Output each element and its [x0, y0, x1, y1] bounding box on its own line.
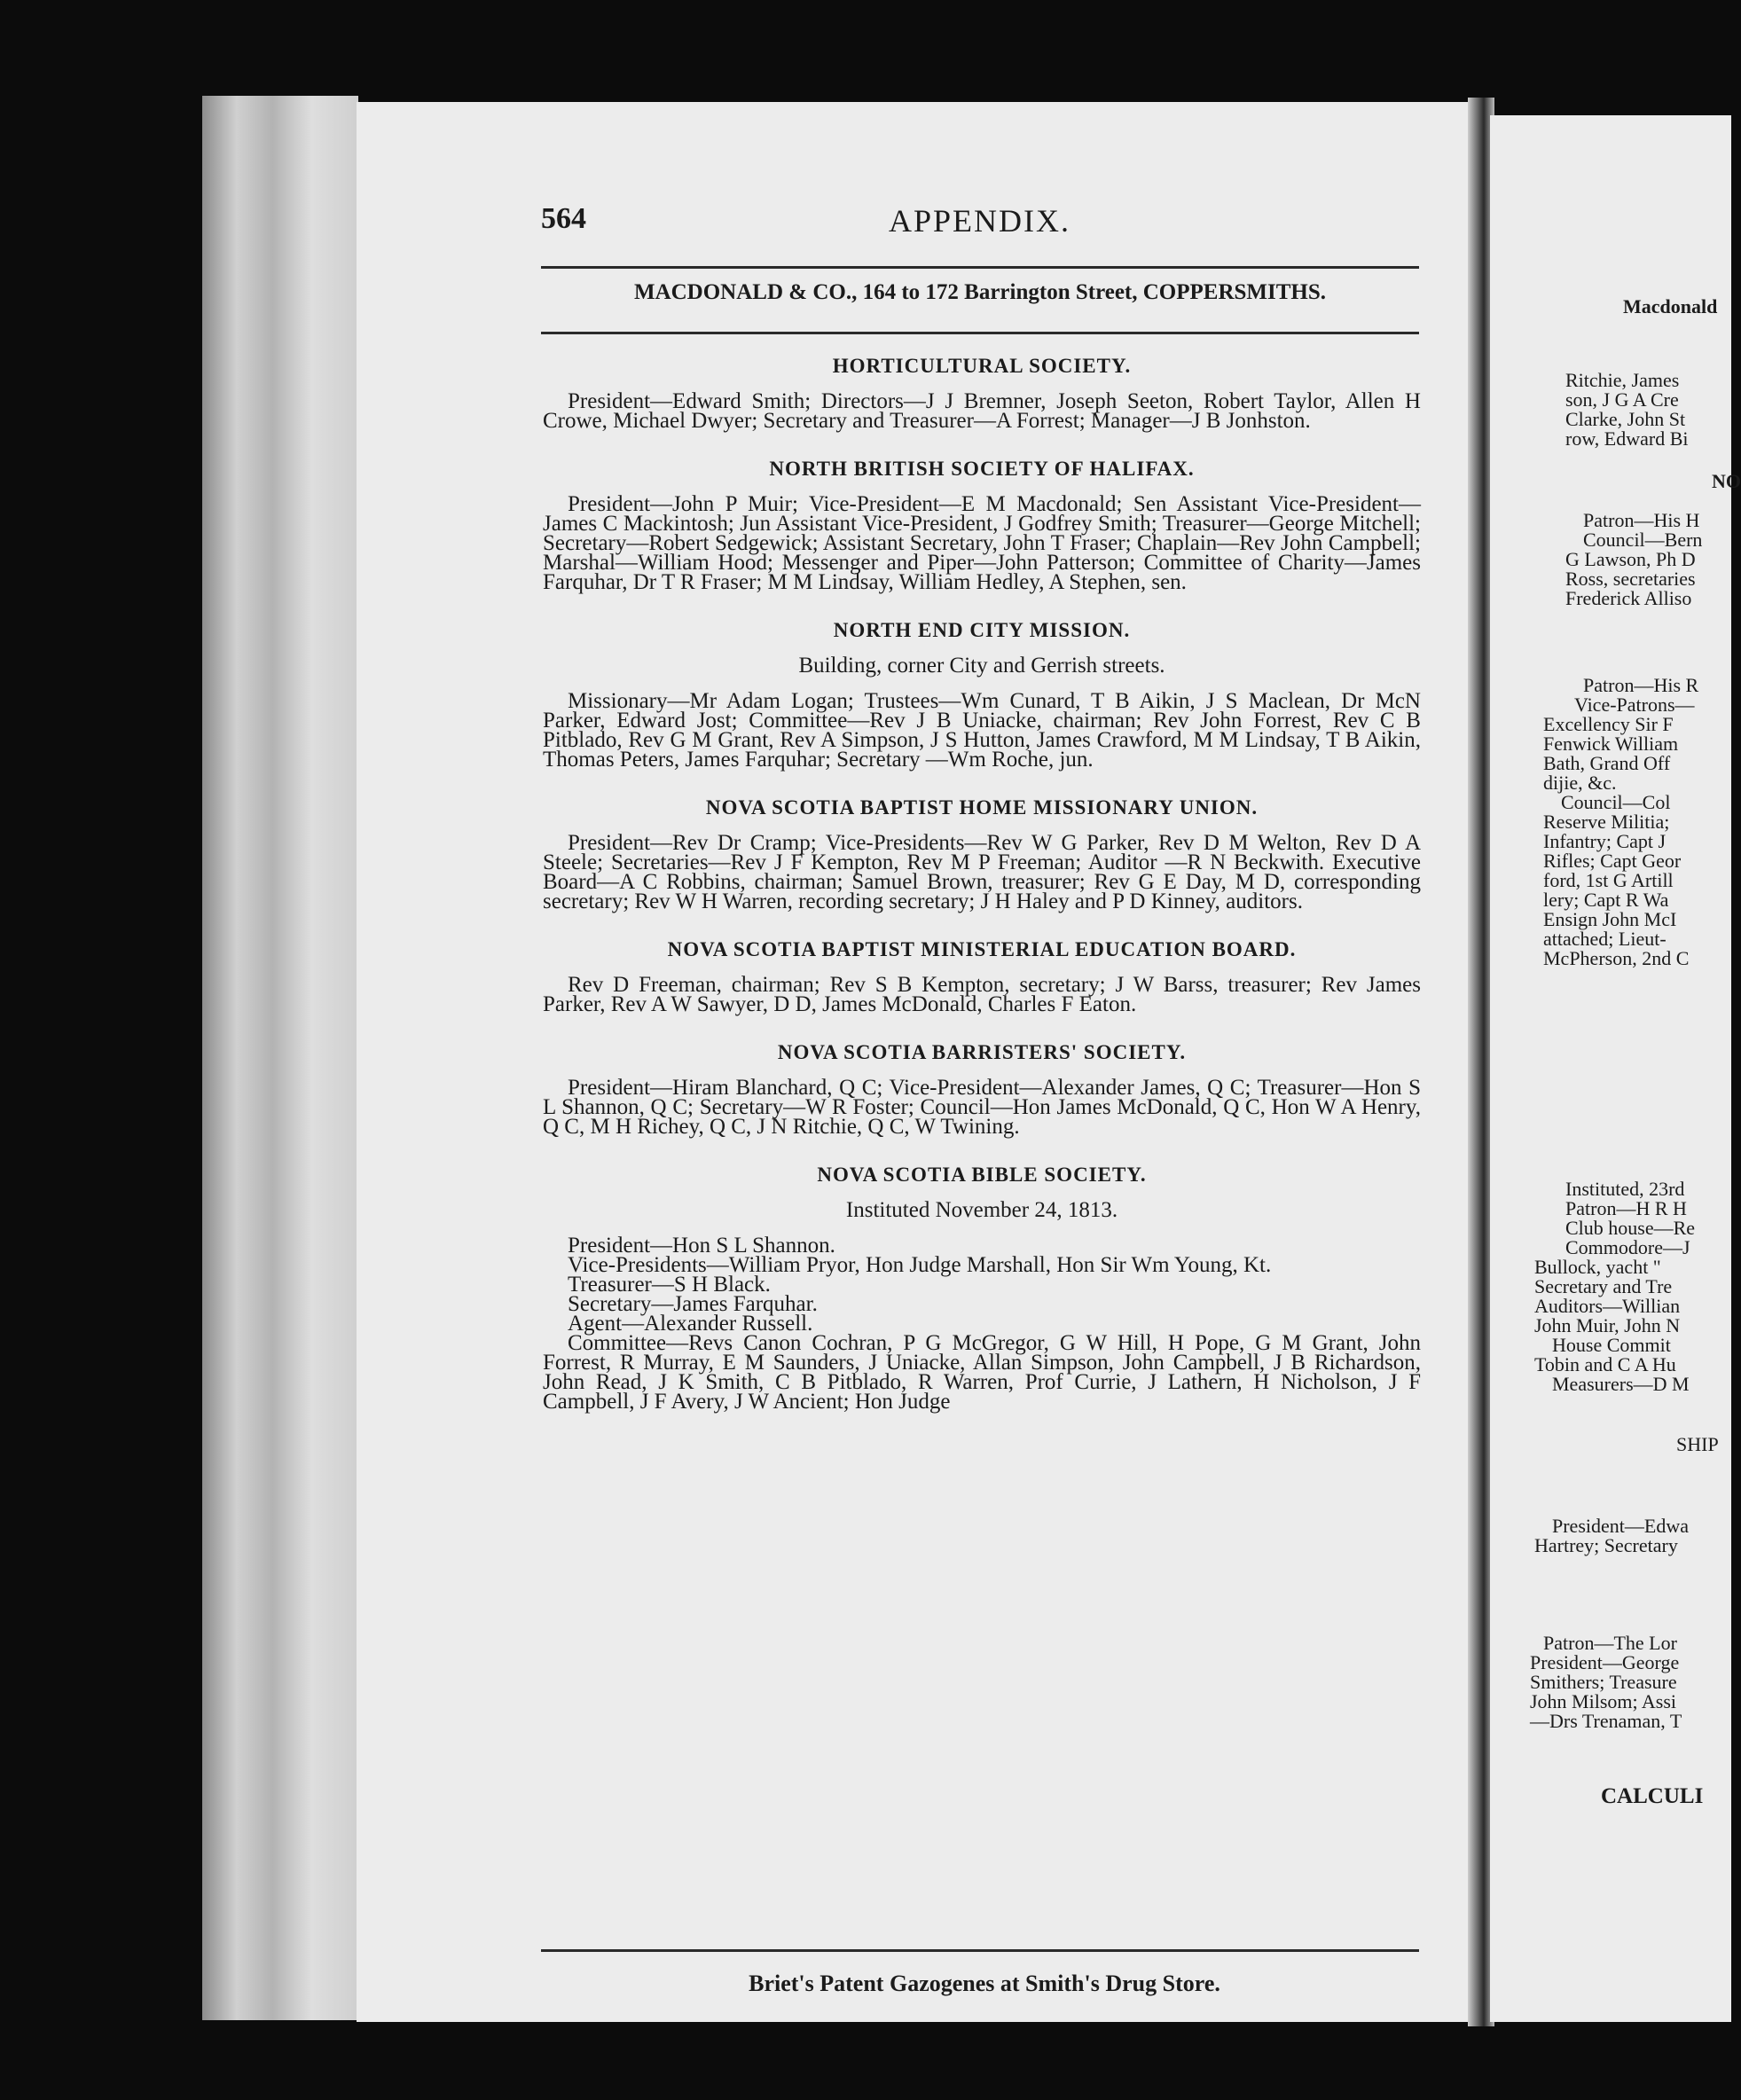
section-bible-society — [543, 1165, 1421, 1412]
right-line: Measurers—D M — [1552, 1373, 1690, 1395]
right-line: Smithers; Treasure — [1530, 1671, 1677, 1693]
running-head — [541, 202, 1428, 247]
officer-line: Agent—Alexander Russell. — [568, 1312, 813, 1336]
section-heading: NORTH BRITISH SOCIETY OF HALIFAX. — [769, 458, 1195, 480]
page-content — [543, 357, 1421, 1440]
section-north-end-mission — [543, 621, 1421, 770]
section-baptist-education-board — [543, 940, 1421, 1015]
right-line: ford, 1st G Artill — [1543, 869, 1674, 891]
right-banner-fragment: Macdonald — [1623, 295, 1718, 317]
section-north-british — [543, 459, 1421, 592]
section-text: Rev D Freeman, chairman; Rev S B Kempton, secretary; J W Barss, treasurer; Rev James Parker, Rev A W Sawyer, D D, James McDonald, Charles F Eaton. — [543, 973, 1421, 1016]
right-line: Patron—His R — [1583, 674, 1699, 696]
right-line: Ensign John McI — [1543, 908, 1677, 930]
right-line: Patron—The Lor — [1543, 1632, 1677, 1654]
advertisement-banner: MACDONALD & CO., 164 to 172 Barrington Street, COPPERSMITHS. — [633, 280, 1327, 304]
section-subheading: Building, corner City and Gerrish streets. — [798, 654, 1165, 678]
footer-advertisement: Briet's Patent Gazogenes at Smith's Drug Store. — [749, 1971, 1220, 1996]
right-line: Patron—H R H — [1565, 1197, 1687, 1219]
right-line: Rifles; Capt Geor — [1543, 850, 1682, 872]
right-line: attached; Lieut- — [1543, 928, 1666, 950]
right-line: Bath, Grand Off — [1543, 752, 1671, 774]
right-line: —Drs Trenaman, T — [1530, 1710, 1682, 1732]
section-baptist-home-mission — [543, 798, 1421, 912]
header-rule-bottom — [541, 332, 1419, 334]
right-line: House Commit — [1552, 1334, 1671, 1356]
officer-line: Vice-Presidents—William Pryor, Hon Judge Marshall, Hon Sir Wm Young, Kt. — [568, 1253, 1272, 1277]
right-line: Commodore—J — [1565, 1236, 1690, 1258]
section-heading: NOVA SCOTIA BAPTIST HOME MISSIONARY UNION. — [705, 796, 1259, 819]
right-line: Club house—Re — [1565, 1217, 1696, 1239]
section-heading: NOVA SCOTIA BAPTIST MINISTERIAL EDUCATION BOARD. — [667, 938, 1297, 960]
right-line: Auditors—Willian — [1534, 1295, 1681, 1317]
page-title: APPENDIX. — [889, 203, 1071, 239]
right-line: Bullock, yacht " — [1534, 1256, 1661, 1278]
section-text: President—Hiram Blanchard, Q C; Vice-President—Alexander James, Q C; Treasurer—Hon S L Shannon, Q C; Secretary—W R Foster; Council—Hon James McDonald, Q C, Hon W A Henry, Q C, M H Richey, Q C, J N Ritchie, Q C, W Twining. — [543, 1076, 1421, 1139]
right-line: John Milsom; Assi — [1530, 1690, 1677, 1712]
book-edge — [202, 96, 358, 2020]
right-line: Patron—His H — [1583, 509, 1700, 531]
right-line: Council—Bern — [1583, 529, 1703, 551]
right-line: Ross, secretaries — [1565, 568, 1696, 590]
section-text: President—Edward Smith; Directors—J J Bremner, Joseph Seeton, Robert Taylor, Allen H Crowe, Michael Dwyer; Secretary and Treasurer—A Forrest; Manager—J B Jonhston. — [543, 389, 1421, 433]
footer-rule — [541, 1949, 1419, 1952]
right-line: Vice-Patrons— — [1574, 693, 1695, 716]
officer-line: Secretary—James Farquhar. — [568, 1292, 818, 1316]
section-barristers-society — [543, 1043, 1421, 1137]
right-line: President—George — [1530, 1651, 1680, 1673]
section-heading: HORTICULTURAL SOCIETY. — [832, 355, 1132, 377]
right-line: Excellency Sir F — [1543, 713, 1674, 735]
page-number: 564 — [541, 202, 586, 235]
right-line: Hartrey; Secretary — [1534, 1534, 1678, 1556]
right-heading: NO — [1712, 470, 1741, 492]
officer-line: Treasurer—S H Black. — [568, 1273, 771, 1297]
officer-line: President—Hon S L Shannon. — [568, 1234, 835, 1258]
right-line: G Lawson, Ph D — [1565, 548, 1696, 570]
right-line: Clarke, John St — [1565, 408, 1686, 430]
right-line: lery; Capt R Wa — [1543, 889, 1669, 911]
right-line: Frederick Alliso — [1565, 587, 1692, 609]
right-line: Infantry; Capt J — [1543, 830, 1666, 852]
right-line: son, J G A Cre — [1565, 388, 1679, 411]
section-heading: NOVA SCOTIA BIBLE SOCIETY. — [817, 1164, 1147, 1186]
section-horticultural — [543, 357, 1421, 431]
right-line: John Muir, John N — [1534, 1314, 1681, 1336]
header-rule-top — [541, 266, 1419, 269]
right-heading: SHIP — [1676, 1433, 1719, 1455]
right-line: dijie, &c. — [1543, 772, 1617, 794]
committee-text: Committee—Revs Canon Cochran, P G McGregor, G W Hill, H Pope, G M Grant, John Forrest, R Murray, E M Saunders, J Uniacke, Allan Simpson, John Campbell, J B Richardson, John Read, J K Smith, C B Pitblado, R Warren, Prof Currie, J Lathern, H Nicholson, J F Campbell, J F Avery, J W Ancient; Hon Judge — [543, 1331, 1421, 1414]
section-text: Missionary—Mr Adam Logan; Trustees—Wm Cunard, T B Aikin, J S Maclean, Dr McN Parker, Edward Jost; Committee—Rev J B Uniacke, chairman; Rev John Forrest, Rev C B Pitblado, Rev G M Grant, Rev A Simpson, J S Hutton, James Crawford, M M Lindsay, T B Aikin, Thomas Peters, James Farquhar; Secretary —Wm Roche, jun. — [543, 689, 1421, 772]
section-subheading: Instituted November 24, 1813. — [845, 1198, 1118, 1222]
right-line: Fenwick William — [1543, 733, 1679, 755]
right-line: Instituted, 23rd — [1565, 1178, 1685, 1200]
right-line: McPherson, 2nd C — [1543, 947, 1690, 969]
section-heading: NOVA SCOTIA BARRISTERS' SOCIETY. — [777, 1041, 1187, 1063]
right-page-fragment — [1490, 115, 1741, 2022]
right-line: Tobin and C A Hu — [1534, 1353, 1676, 1375]
right-line: President—Edwa — [1552, 1515, 1689, 1537]
right-footer-fragment: CALCULI — [1601, 1784, 1704, 1808]
right-line: Council—Col — [1561, 791, 1671, 813]
section-text: President—Rev Dr Cramp; Vice-Presidents—Rev W G Parker, Rev D M Welton, Rev D A Steele; Secretaries—Rev J F Kempton, Rev M P Freeman; Auditor —R N Beckwith. Executive Board—A C Robbins, chairman; Samuel Brown, treasurer; Rev G E Day, M D, corresponding secretary; Rev W H Warren, recording secretary; J H Haley and P D Kinney, auditors. — [543, 831, 1421, 913]
right-line: Ritchie, James — [1565, 369, 1680, 391]
right-line: Secretary and Tre — [1534, 1275, 1673, 1297]
right-line: row, Edward Bi — [1565, 427, 1689, 450]
section-heading: NORTH END CITY MISSION. — [833, 619, 1131, 641]
right-line: Reserve Militia; — [1543, 811, 1670, 833]
section-text: President—John P Muir; Vice-President—E M Macdonald; Sen Assistant Vice-President—James C Mackintosh; Jun Assistant Vice-President, J Godfrey Smith; Treasurer—George Mitchell; Secretary—Robert Sedgewick; Assistant Secretary, John T Fraser; Chaplain—Rev John Campbell; Marshal—William Hood; Messenger and Piper—John Patterson; Committee of Charity—James Farquhar, Dr T R Fraser; M M Lindsay, William Hedley, A Stephen, sen. — [543, 492, 1421, 594]
